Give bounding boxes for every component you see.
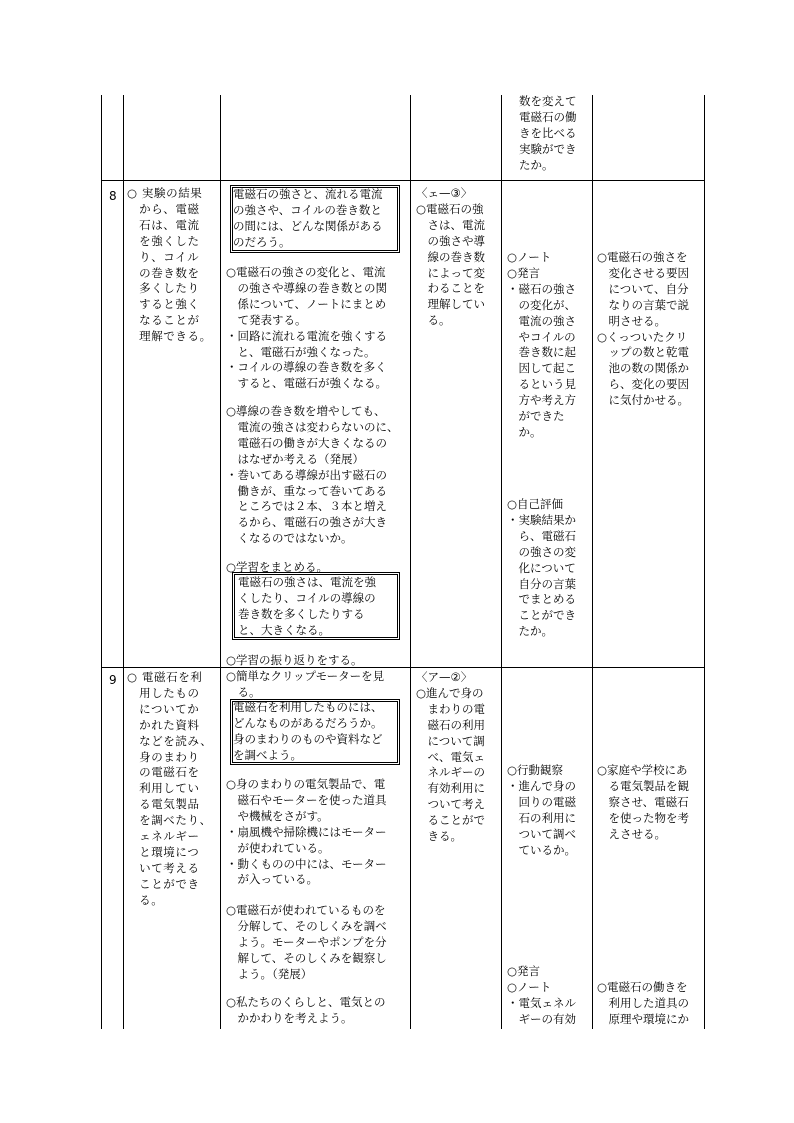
row8-summary: 電磁石の強さは、電流を強 くしたり、コイルの導線の 巻き数を多くしたりする と、大きくなる。 <box>238 575 376 637</box>
row9-support-observe: ○家庭や学校にあ る電気製品を観 察させ、電磁石 を使った物を考 えさせる。 <box>597 763 689 841</box>
row9-question: 電磁石を利用したものには、 どんなものがあるだろうか。 身のまわりのものや資料など を調べよう。 <box>233 700 383 762</box>
table-line <box>101 180 705 181</box>
row8-criteria: 〈ェ—③〉 ○電磁石の強 さは、電流 の強さや導 線の巻き数 によって変 わることを 理解してい る。 <box>416 186 485 328</box>
row9-activity-search: ○身のまわりの電気製品で、電 磁石やモーターを使った道具 や機械をさがす。 ・扇風機や掃除機にはモーター が使われている。 ・動くものの中には、モーター が入っている。 <box>226 777 387 887</box>
row9-method-observation: ○行動観察 ・進んで身の 回りの電磁 石の利用に ついて調べ ているか。 <box>507 763 576 857</box>
row8-summary-heading: ○学習をまとめる。 <box>226 560 329 574</box>
row8-activity-summarize: ○電磁石の強さの変化と、電流 の強さや導線の巻き数との関 係について、ノートにまとめ て発表する。 ・回路に流れる電流を強くする と、電磁石が強くなった。 ・コイルの導線の巻き数を多く すると、電磁石が強くなる。 <box>226 265 387 391</box>
table-line <box>101 667 705 668</box>
row9-support-principle: ○電磁石の働きを 利用した道具の 原理や環境にか <box>597 980 689 1026</box>
table-line <box>704 95 705 1029</box>
row8-number: 8 <box>109 189 117 203</box>
table-line <box>410 95 411 1029</box>
row9-goal: ○ 電磁石を利 用したもの についてか かれた資料 などを読み、 身のまわり の電磁石を 利用してい る電気製品 を調べたり、 ェネルギー と環境につ いて考える ことができ る。 <box>127 670 213 907</box>
row9-number: 9 <box>109 673 117 687</box>
row8-support: ○電磁石の強さを 変化させる要因 について、自分 なりの言葉で説 明させる。 ○くっついたクリ ップの数と乾電 池の数の関係か ら、変化の要因 に気付かせる。 <box>597 250 689 408</box>
row8-method-self-eval: ○自己評価 ・実験結果か ら、電磁石 の強さの変 化について 自分の言葉 でまとめる ことができ たか。 <box>507 497 576 639</box>
table-line <box>220 95 221 1029</box>
row8-method-notes: ○ノート ○発言 ・磁石の強さ の変化が、 電流の強さ やコイルの 巻き数に起 因して起こ るという見 方や考え方 ができた か。 <box>507 250 576 439</box>
row8-reflection: ○学習の振り返りをする。 <box>226 653 363 667</box>
row9-method-notes: ○発言 ○ノート ・電気ェネル ギーの有効 <box>507 964 576 1026</box>
table-line <box>501 95 502 1029</box>
row9-criteria: 〈ア—②〉 ○進んで身の まわりの電 磁石の利用 について調 べ、電気ェ ネルギーの 有効利用に ついて考え ることがで きる。 <box>416 670 485 844</box>
row9-intro: ○簡単なクリップモーターを見 る。 <box>226 669 385 699</box>
table-line <box>123 95 124 1029</box>
row8-question: 電磁石の強さと、流れる電流 の強さや、コイルの巻き数と の間には、どんな関係がある のだろう。 <box>233 187 383 249</box>
row9-activity-life: ○私たちのくらしと、電気との かかわりを考えよう。 <box>226 995 386 1025</box>
table-line <box>101 95 102 1029</box>
table-line <box>592 95 593 1029</box>
row8-goal: ○ 実験の結果 から、電磁 石は、電流 を強くした り、コイル の巻き数を 多くしたり すると強く なることが 理解できる。 <box>127 186 212 344</box>
row7-evaluation-tail: 数を変えて 電磁石の働 きを比べる 実験ができ たか。 <box>519 94 577 172</box>
row8-activity-think: ○導線の巻き数を増やしても、 電流の強さは変わらないのに、 電磁石の働きが大きくなるの はなぜか考える（発展） ・巻いてある導線が出す磁石の 働きが、重なって巻いてある ところでは２本、３本と増え るから、電磁石の強さが大き くなるのではないか。 <box>226 404 399 546</box>
row9-activity-disassemble: ○電磁石が使われているものを 分解して、そのしくみを調べ よう。モーターやポンプを分 解して、そのしくみを観察し よう。（発展） <box>226 903 387 981</box>
